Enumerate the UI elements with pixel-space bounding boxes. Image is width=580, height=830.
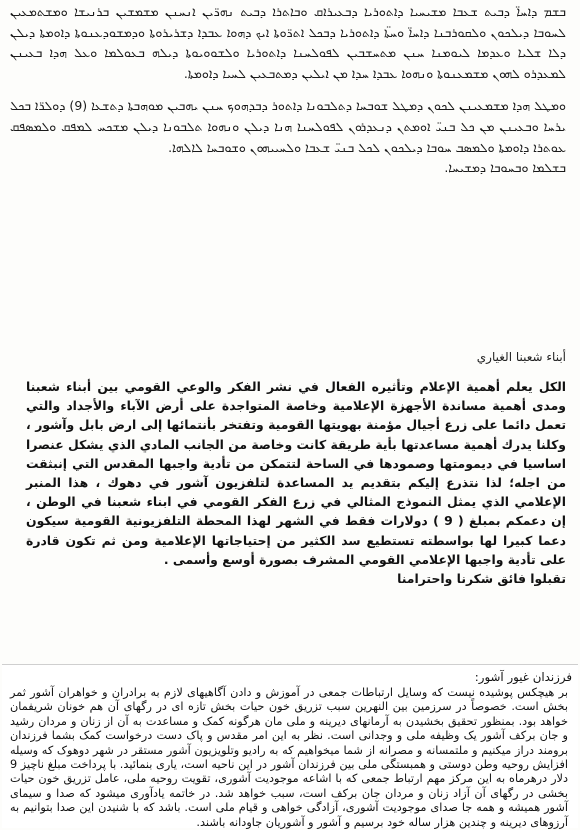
syriac-paragraph-1: ܒܫܡ ܕܐܚܐ̈ ܕܒܝܬ ܫܥܒܐ ܡܫܝܚܝܐ ܕܐܬܘܪܝܐ ܕܒܥܝܪܐܩ ܘܒܐܬܪܐ ܕܒܝܬ ܢܗܪ̈ܝܢ ܐܢܚܢܢ ܡܫܡܫܝܢ ܒܪܢܝܫܐ ܘܡܫܬܡܥܝܢ ܠܚܘܒܐ ܕܝܠܟܘܢ ܘܠܩܘܪܒܢܐ ܕܐܚܐ̈ ܘܚܬ̈ܐ ܕܐܬܘܪܝܐ ܕܒܟܠ ܐܬܪ̈ܘܬܐ ܐܝܟ ܕܗܘܐ ܥܒܕܐ ܕܫܪܝܪܘܬܐ ܘܕܡܫܘܕܥܢܘܬܐ ܕܐܘܡܬܐ ܕܝܠܢ ܕܠܐ ܫܠܝܐ ܘܥܕܡܐ ܠܝܘܡܢܐ ܚܢܢ ܡܬܚܫܒܝܢ ܠܦܘܠܚܢܐ ܕܐܬܘܪܝܐ ܘܠܫܘܘܝܘܬܐ ܕܝܠܗ ܒܥܘܠܡܐ ܘܥܠ ܗܕܐ ܒܥܝܢܢ ܠܡܥܕܪܘ ܠܗܘܢ ܡܫܡܥܢܘܬܐ ܘܢܗܘܐ ܥܒܕܐ ܚܕܐ ܡܢ ܐܝܠܝܢ ܕܡܬܒܥܝܢ ܠܚܝܐ ܕܐܘܡܬܐ. <box>10 4 566 81</box>
persian-text-block <box>10 686 568 830</box>
syriac-paragraph-2: ܘܡܛܠ ܗܕܐ ܡܫܡܥܝܢܢ ܠܟܘܢ ܕܡܛܠ ܫܘܒܚܐ ܕܬܠܒܘܢܐ ܕܐܬܘܪ ܕܒܕܗܘܟ ܚܢܢ ܝܗܒܝܢ ܡܘܗܒܬܐ ܕܬܫܥܐ (9) ܕܘܠܪ̈ܐ ܒܟܠ ܝܪܚܐ ܘܒܥܝܢܢ ܡܢ ܟܠ ܒܢܝ̈ ܐܘܡܬܢ ܕܢܥܕܪܘܢ ܠܦܘܠܚܢܐ ܗܢܐ ܕܝܠܢ ܘܢܗܘܐ ܬܠܒܘܢܐ ܕܝܠܢ ܡܫܟܚ ܠܡܦܩ ܘܠܡܣܦܩ ܥܘܬܪܐ ܕܐܘܡܬܐ ܘܠܡܣܒ ܚܘܒܐ ܕܝܠܟܘܢ ܠܟܠ ܒܢܝ̈ ܫܥܒܐ ܘܠܚܝܝܗܘܢ ܘܫܘܒܚܐ ܠܐܠܗܐ. <box>10 98 566 155</box>
arabic-text-block <box>26 377 566 588</box>
arabic-heading: أبناء شعبنا الغياري <box>476 350 566 364</box>
syriac-closing: ܒܫܠܡܐ ܘܒܚܘܒܐ ܕܡܫܝܚܐ. <box>444 160 566 176</box>
persian-heading: فرزندان غیور آشور: <box>474 670 572 684</box>
arabic-paragraph: الكل يعلم أهمية الإعلام وتأثيره الفعال في نشر الفكر والوعي القومي بين أبناء شعبنا ومدى أهمية مساندة الأجهزة الإعلامية وخاصة المتواجدة على أرض الآباء والأجداد والتي تعمل دائما على زرع أجيال مؤمنة بهويتها القومية وتفتخر بأنتمائها إلى ارض بابل وآشور ، وكلنا يدرك أهمية مساعدتها بأية طريقة كانت وخاصة من الجانب المادي الذي يشكل عنصرا اساسيا في ديمومتها وصمودها في الساحة لتتمكن من تأدية واجبها المقدس التي إنبثقت من اجله؛ لذا نتذرع إليكم بتقديم يد المساعدة لتلفزيون آشور في دهوك ، هذا المنبر الإعلامي الذي يمثل النموذج المثالي في زرع الفكر القومي في ابناء شعبنا في الوطن ، إن دعمكم بمبلغ ( 9 ) دولارات فقط في الشهر لهذا المحطة التلفزيونية القومية سيكون دعما كبيرا لها بواسطته تستطيع سد الكثير من إحتياجاتها الإعلامية ومن ثم تكون قادرة على تأدية واجبها الإعلامي القومي المشرف بصورة أوسع وأسمى . <box>26 379 566 567</box>
syriac-text-block <box>10 2 566 179</box>
persian-paragraph: بر هیچکس پوشیده نیست که وسایل ارتباطات جمعی در آموزش و دادن آگاهیهای لازم به برادران و خواهران آشور ثمر بخش است. خصوصاً در سرزمین بین النهرین سبب تزریق خون حیات بخش تازه ای در رگهای آن هم خونان شریفمان خواهد بود. بمنظور تحقیق بخشیدن به آرمانهای دیرینه و ملی مان هرگونه کمک و مساعدت به آن از زنان و مردان رشید و جان برکف آشور یک وظیفه ملی و وجدانی است. نظر به این امر مقدس و پاک دست درخواست کمک بشما فرزندان برومند دراز میکنیم و ملتمسانه و مصرانه از شما میخواهیم که به رادیو وتلویزیون آشور مستقر در شهر دوهوک که وسیله افزایش روحیه وطن دوستی و همبستگی ملی بین فرزندان آشور در این ناحیه است، یاری بنمائید. با پرداخت مبلغ ناچیز 9 دلار درهرماه به این مرکز مهم ارتباط جمعی که با اشاعه موجودیت آشوری، تقویت روحیه ملی، عامل تزریق خون حیات بخشی در رگهای آن آزاد زنان و مردان جان برکف است، سبب خواهد شد. در خاتمه یادآوری میشود که صدا و سیمای آشور همیشه و همه جا صدای موجودیت آشوری، آزادگی خواهی و قیام ملی است. باشد که با شنیدن این صدا بتوانیم به آرزوهای دیرینه و چندین هزار ساله خود برسیم و آشور و آشوریان جاودانه باشند. <box>10 686 568 829</box>
arabic-signoff: تقبلوا فائق شكرنا واحترامنا <box>397 571 566 587</box>
